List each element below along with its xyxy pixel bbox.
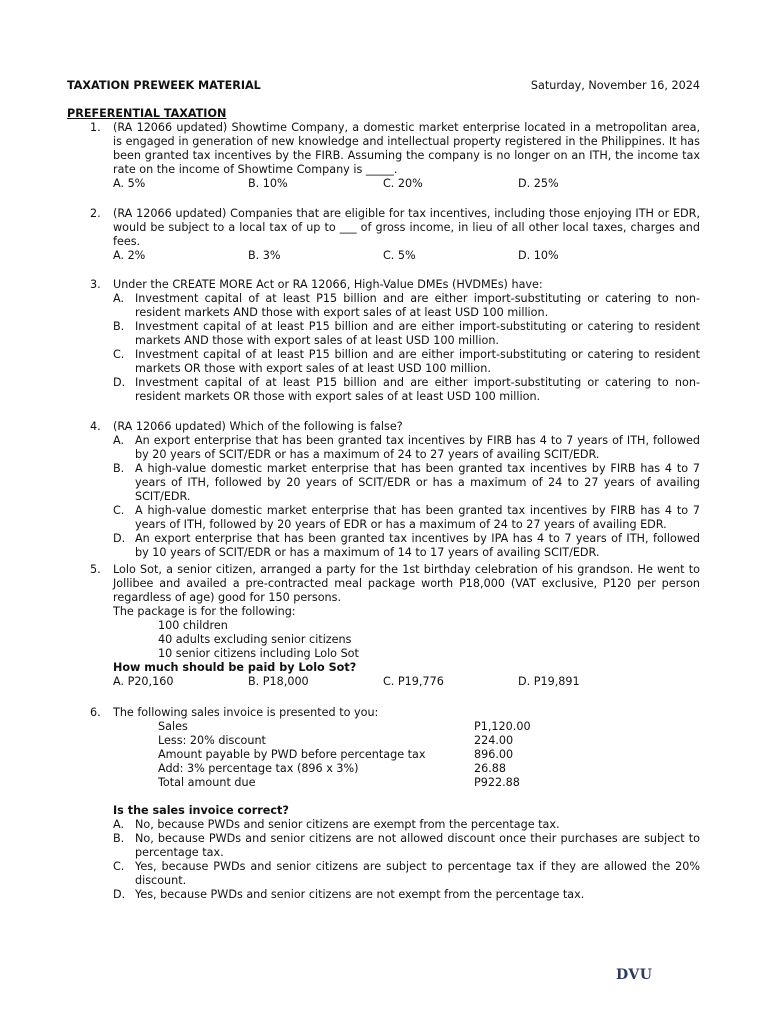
choice-a	[113, 818, 700, 832]
choice-text: No, because PWDs and senior citizens are not allowed discount once their purchases are subject to percentage tax.	[135, 832, 700, 859]
question-3	[67, 278, 700, 404]
list-item: 10 senior citizens including Lolo Sot	[158, 647, 359, 660]
question-6	[67, 706, 700, 902]
invoice-amount: 896.00	[474, 748, 514, 761]
invoice-label: Add: 3% percentage tax (896 x 3%)	[158, 762, 359, 775]
choice-letter: B.	[113, 320, 125, 333]
choice-d: D. 10%	[518, 249, 559, 262]
choice-letter: C.	[113, 348, 125, 361]
invoice-amount: P1,120.00	[474, 720, 531, 733]
question-text: (RA 12066 updated) Which of the following is false?	[113, 420, 403, 433]
choice-c: C. 20%	[383, 177, 423, 190]
choice-text: Yes, because PWDs and senior citizens are subject to percentage tax if they are allowed the 20% discount.	[135, 860, 700, 887]
invoice-label: Amount payable by PWD before percentage tax	[158, 748, 426, 761]
question-number: 1.	[90, 121, 101, 134]
invoice-row	[158, 762, 700, 776]
choice-text: Investment capital of at least P15 billion and are either import-substituting or catering to resident markets AND those with export sales of at least USD 100 million.	[135, 320, 700, 347]
choice-letter: B.	[113, 462, 125, 475]
question-number: 4.	[90, 420, 101, 433]
spacer	[67, 790, 700, 804]
choice-c	[113, 504, 700, 532]
choice-text: An export enterprise that has been granted tax incentives by FIRB has 4 to 7 years of ITH, followed by 20 years of SCIT/EDR or has a maximum of 24 to 27 years of availing SCIT/EDR.	[135, 434, 700, 461]
choice-c	[113, 860, 700, 888]
invoice-label: Less: 20% discount	[158, 734, 266, 747]
choice-letter: A.	[113, 292, 125, 305]
invoice-amount: 26.88	[474, 762, 507, 775]
list-item: 100 children	[158, 619, 228, 632]
question-text: (RA 12066 updated) Showtime Company, a domestic market enterprise located in a metropolitan area, is engaged in generation of new knowledge and intellectual property registered in the Philippines. It has been granted tax incentives by the FIRB. Assuming the company is no longer on an ITH, the income tax rate on the income of Showtime Company is _____.	[113, 121, 700, 176]
question-4	[67, 420, 700, 560]
choice-b	[113, 832, 700, 860]
invoice-amount: 224.00	[474, 734, 514, 747]
question-text: The following sales invoice is presented to you:	[113, 706, 379, 719]
invoice-label: Total amount due	[158, 776, 256, 789]
invoice-amount: P922.88	[474, 776, 520, 789]
question-number: 5.	[90, 563, 101, 576]
question-prompt: Is the sales invoice correct?	[113, 804, 289, 817]
question-text: Under the CREATE MORE Act or RA 12066, High-Value DMEs (HVDMEs) have:	[113, 278, 543, 291]
choice-d	[113, 532, 700, 560]
choice-letter: C.	[113, 504, 125, 517]
choice-text: Investment capital of at least P15 billion and are either import-substituting or catering to resident markets OR those with export sales of at least USD 100 million.	[135, 348, 700, 375]
question-number: 2.	[90, 207, 101, 220]
choice-letter: B.	[113, 832, 125, 845]
question-text: Lolo Sot, a senior citizen, arranged a party for the 1st birthday celebration of his grandson. He went to Jollibee and availed a pre-contracted meal package worth P18,000 (VAT exclusive, P120 per person regardless of age) good for 150 persons.	[113, 563, 700, 604]
choice-letter: C.	[113, 860, 125, 873]
choice-text: No, because PWDs and senior citizens are exempt from the percentage tax.	[135, 818, 560, 831]
choices-row	[113, 675, 700, 689]
choice-letter: A.	[113, 818, 125, 831]
choice-a: A. 2%	[113, 249, 146, 262]
list-item: 40 adults excluding senior citizens	[158, 633, 352, 646]
question-number: 3.	[90, 278, 101, 291]
choice-text: Investment capital of at least P15 billion and are either import-substituting or catering to non-resident markets AND those with export sales of at least USD 100 million.	[135, 292, 700, 319]
choice-text: A high-value domestic market enterprise that has been granted tax incentives by FIRB has 4 to 7 years of ITH, followed by 20 years of SCIT/EDR or has a maximum of 24 to 27 years of availing SCIT/EDR.	[135, 462, 700, 503]
choice-c	[113, 348, 700, 376]
question-2	[67, 207, 700, 263]
choice-d	[113, 376, 700, 404]
choice-b: B. P18,000	[248, 675, 309, 688]
sales-invoice	[67, 720, 700, 790]
page-header	[67, 79, 700, 93]
question-number: 6.	[90, 706, 101, 719]
invoice-row	[158, 776, 700, 790]
choice-d: D. 25%	[518, 177, 559, 190]
choice-letter: D.	[113, 888, 126, 901]
choice-letter: D.	[113, 532, 126, 545]
footer-logo: DVU	[616, 967, 653, 983]
choices-row	[113, 249, 700, 263]
choice-letter: D.	[113, 376, 126, 389]
choice-b: B. 10%	[248, 177, 288, 190]
section-title: PREFERENTIAL TAXATION	[67, 107, 227, 120]
invoice-row	[158, 748, 700, 762]
package-list	[158, 619, 700, 661]
invoice-label: Sales	[158, 720, 188, 733]
choices-row	[113, 177, 700, 191]
choice-text: Yes, because PWDs and senior citizens are not exempt from the percentage tax.	[135, 888, 585, 901]
choice-d	[113, 888, 700, 902]
choice-b: B. 3%	[248, 249, 281, 262]
document-title: TAXATION PREWEEK MATERIAL	[67, 79, 261, 92]
invoice-row	[158, 734, 700, 748]
choice-a: A. P20,160	[113, 675, 174, 688]
choice-b	[113, 320, 700, 348]
choice-c: C. 5%	[383, 249, 416, 262]
question-prompt: How much should be paid by Lolo Sot?	[113, 661, 357, 674]
question-intro: The package is for the following:	[113, 605, 296, 618]
choice-text: An export enterprise that has been granted tax incentives by IPA has 4 to 7 years of ITH, followed by 10 years of SCIT/EDR or has a maximum of 14 to 17 years of availing SCIT/EDR.	[135, 532, 700, 559]
question-text: (RA 12066 updated) Companies that are eligible for tax incentives, including those enjoying ITH or EDR, would be subject to a local tax of up to ___ of gross income, in lieu of all other local taxes, charges and fees.	[113, 207, 700, 248]
question-1	[67, 121, 700, 191]
choice-text: Investment capital of at least P15 billion and are either import-substituting or catering to non-resident markets OR those with export sales of at least USD 100 million.	[135, 376, 700, 403]
choice-c: C. P19,776	[383, 675, 444, 688]
choice-d: D. P19,891	[518, 675, 580, 688]
choice-a	[113, 434, 700, 462]
document-date: Saturday, November 16, 2024	[530, 79, 700, 92]
choice-text: A high-value domestic market enterprise that has been granted tax incentives by FIRB has 4 to 7 years of ITH, followed by 20 years of EDR or has a maximum of 24 to 27 years of availing EDR.	[135, 504, 700, 531]
question-5	[67, 563, 700, 689]
choice-a	[113, 292, 700, 320]
choice-letter: A.	[113, 434, 125, 447]
invoice-row	[158, 720, 700, 734]
choice-b	[113, 462, 700, 504]
choice-a: A. 5%	[113, 177, 146, 190]
